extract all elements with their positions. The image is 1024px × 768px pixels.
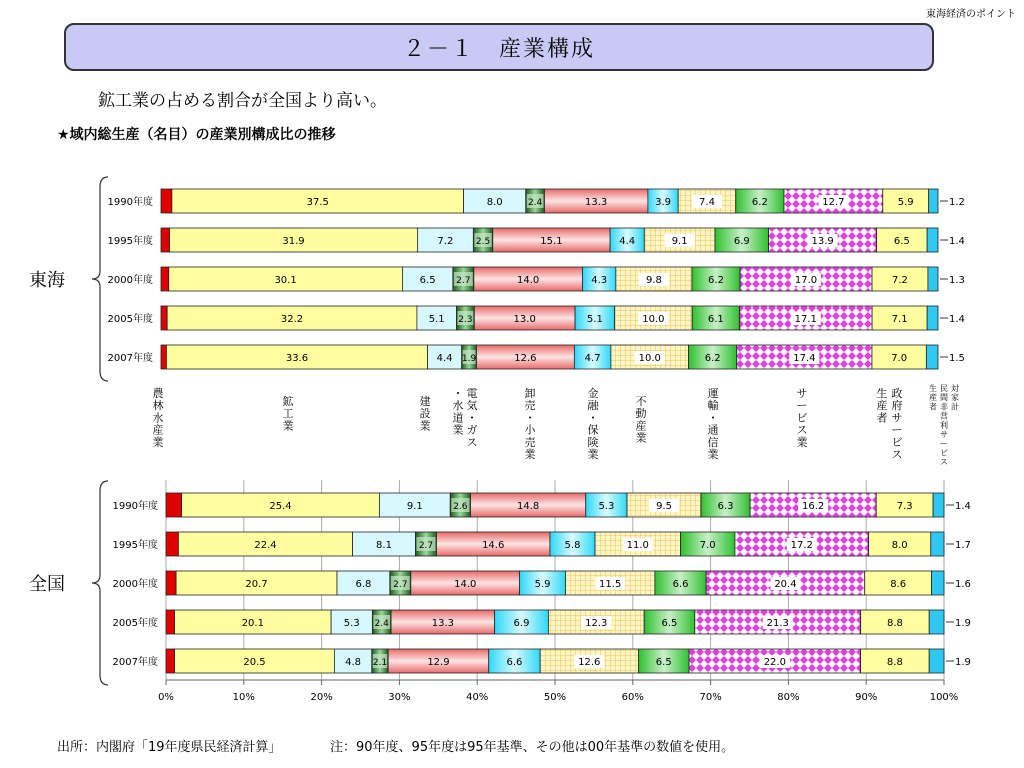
category-label: 2007年度	[107, 353, 153, 364]
data-label: 5.3	[343, 618, 360, 629]
summary-text: 鉱工業の占める割合が全国より高い。	[98, 91, 387, 111]
bar-row	[108, 267, 965, 291]
bar-segment-agri	[161, 228, 170, 252]
category-label: 2005年度	[112, 618, 158, 629]
bar-segment-nonprofit	[933, 493, 944, 517]
data-label: 33.6	[285, 353, 309, 364]
page-title-text: ２－１ 産業構成	[402, 36, 595, 62]
data-label: 7.4	[699, 197, 715, 208]
x-tick-label: 90%	[855, 692, 878, 703]
data-label: 5.1	[428, 314, 445, 325]
data-label: 2.7	[393, 580, 408, 590]
data-label: 11.0	[626, 540, 649, 551]
chart-group-national	[29, 480, 971, 703]
data-label: 6.5	[661, 618, 678, 629]
header-label-realestate: 不動産業	[635, 395, 647, 445]
data-label: 20.1	[241, 618, 264, 629]
data-label: 15.1	[540, 236, 563, 247]
header-label-nonprofit-c: 生産者	[929, 384, 937, 412]
data-label: 2.4	[527, 198, 543, 208]
header-label-government-b: 生産者	[876, 387, 888, 425]
data-label: 25.4	[269, 501, 292, 512]
footnote: 注：90年度、95年度は95年基準、その他は00年基準の数値を使用。	[330, 740, 735, 755]
bar-segment-nonprofit	[929, 189, 938, 213]
data-label: 1.7	[955, 540, 971, 551]
data-label: 4.7	[584, 353, 601, 364]
header-label-services: サービス業	[796, 387, 808, 449]
category-label: 2005年度	[107, 314, 153, 325]
data-label: 2.6	[453, 502, 468, 512]
data-label: 12.6	[514, 353, 537, 364]
data-label: 1.4	[949, 314, 965, 325]
x-tick-label: 80%	[777, 692, 800, 703]
data-label: 31.9	[282, 236, 305, 247]
data-label: 2.5	[475, 237, 491, 247]
data-label: 6.5	[893, 236, 910, 247]
x-tick-label: 100%	[929, 692, 959, 703]
data-label: 11.5	[599, 579, 622, 590]
data-label: 5.9	[534, 579, 551, 590]
data-label: 12.6	[578, 657, 601, 668]
data-label: 17.4	[793, 353, 816, 364]
x-tick-label: 0%	[158, 692, 174, 703]
data-label: 1.5	[949, 353, 965, 364]
data-label: 5.8	[564, 540, 581, 551]
category-label: 2000年度	[112, 579, 158, 590]
data-label: 14.0	[454, 579, 477, 590]
category-label: 2007年度	[112, 657, 158, 668]
bar-segment-agri	[166, 532, 178, 556]
header-label-mining: 鉱工業	[282, 395, 294, 433]
data-label: 13.0	[513, 314, 536, 325]
bar-row	[108, 306, 965, 330]
bar-segment-nonprofit	[927, 306, 938, 330]
data-label: 1.9	[461, 354, 477, 364]
data-label: 5.3	[598, 501, 615, 512]
data-label: 1.4	[949, 236, 965, 247]
chart-section-title: ★域内総生産（名目）の産業別構成比の推移	[57, 127, 336, 143]
x-tick-label: 30%	[388, 692, 411, 703]
bar-segment-agri	[166, 649, 175, 673]
data-label: 12.9	[427, 657, 450, 668]
data-label: 8.8	[886, 618, 903, 629]
data-label: 6.1	[707, 314, 724, 325]
bar-segment-nonprofit	[928, 267, 938, 291]
category-label: 1990年度	[112, 501, 158, 512]
bar-segment-agri	[161, 189, 172, 213]
bar-segment-agri	[166, 493, 182, 517]
data-label: 2.7	[456, 276, 471, 286]
data-label: 9.1	[406, 501, 423, 512]
data-label: 3.9	[655, 197, 672, 208]
data-label: 21.3	[766, 618, 789, 629]
data-label: 2.7	[418, 541, 434, 551]
bar-segment-nonprofit	[926, 345, 938, 369]
category-label: 1995年度	[107, 236, 153, 247]
data-label: 7.2	[437, 236, 454, 247]
data-label: 8.6	[890, 579, 907, 590]
data-label: 6.6	[506, 657, 523, 668]
data-label: 16.2	[802, 501, 825, 512]
data-label: 8.0	[891, 540, 908, 551]
data-label: 20.4	[774, 579, 797, 590]
data-label: 22.4	[254, 540, 277, 551]
bar-segment-nonprofit	[929, 610, 944, 634]
data-label: 1.6	[955, 579, 971, 590]
data-label: 2.1	[372, 658, 388, 668]
bar-segment-nonprofit	[927, 228, 938, 252]
data-label: 5.9	[897, 197, 914, 208]
bar-segment-nonprofit	[929, 649, 944, 673]
data-label: 10.0	[642, 314, 665, 325]
data-label: 17.2	[790, 540, 813, 551]
data-label: 8.0	[486, 197, 503, 208]
data-label: 4.3	[591, 275, 608, 286]
data-label: 7.2	[892, 275, 908, 286]
data-label: 7.0	[891, 353, 908, 364]
data-label: 7.0	[699, 540, 716, 551]
header-label-transport: 運輸・通信業	[707, 387, 719, 461]
data-label: 6.3	[717, 501, 734, 512]
data-label: 13.3	[431, 618, 454, 629]
data-label: 14.8	[516, 501, 540, 512]
data-label: 30.1	[274, 275, 297, 286]
bar-row	[113, 571, 971, 595]
data-label: 1.3	[949, 275, 965, 286]
bar-row	[113, 532, 971, 556]
data-label: 9.8	[645, 275, 662, 286]
group-name: 全国	[29, 574, 65, 595]
data-label: 8.8	[886, 657, 903, 668]
header-label-construction: 建設業	[419, 395, 431, 433]
category-label: 1990年度	[107, 197, 153, 208]
data-label: 12.7	[822, 197, 845, 208]
data-label: 6.6	[672, 579, 689, 590]
data-label: 5.1	[586, 314, 603, 325]
data-label: 20.5	[243, 657, 266, 668]
data-label: 14.0	[517, 275, 540, 286]
data-label: 1.9	[955, 657, 971, 668]
data-label: 6.2	[751, 197, 768, 208]
bar-segment-agri	[161, 306, 167, 330]
bar-row	[108, 189, 965, 213]
data-label: 4.8	[345, 657, 362, 668]
data-label: 17.0	[794, 275, 818, 286]
header-label-finance: 金融・保険業	[587, 387, 599, 461]
data-label: 17.1	[794, 314, 817, 325]
header-label-nonprofit-a: 対家計	[951, 384, 959, 412]
bar-segment-agri	[166, 571, 176, 595]
data-label: 9.5	[656, 501, 672, 512]
bar-row	[108, 345, 965, 369]
x-tick-label: 70%	[699, 692, 722, 703]
category-label: 2000年度	[107, 275, 153, 286]
x-tick-label: 10%	[232, 692, 255, 703]
bar-segment-agri	[161, 345, 166, 369]
data-label: 1.9	[955, 618, 971, 629]
bar-segment-agri	[161, 267, 169, 291]
data-label: 6.8	[355, 579, 372, 590]
header-labels-group	[153, 383, 960, 467]
bar-segment-agri	[166, 610, 175, 634]
data-label: 10.0	[638, 353, 661, 364]
bar-row	[113, 493, 971, 517]
data-label: 37.5	[306, 197, 329, 208]
bar-row	[108, 228, 965, 252]
data-label: 7.3	[896, 501, 913, 512]
data-label: 6.9	[513, 618, 530, 629]
source-note: 出所：内閣府「19年度県民経済計算」	[57, 740, 282, 755]
data-label: 12.3	[585, 618, 608, 629]
bar-row	[113, 649, 971, 673]
data-label: 6.5	[655, 657, 672, 668]
data-label: 2.4	[374, 619, 389, 629]
data-label: 7.1	[891, 314, 908, 325]
group-brace	[92, 177, 108, 381]
data-label: 22.0	[763, 657, 786, 668]
group-brace	[92, 481, 108, 685]
data-label: 8.1	[376, 540, 392, 551]
header-label-nonprofit-b: 民間非営利サービス	[940, 384, 948, 467]
corner-label: 東海経済のポイント	[926, 9, 1016, 20]
data-label: 9.1	[671, 236, 688, 247]
x-tick-label: 50%	[543, 692, 567, 703]
header-label-wholesale: 卸売・小売業	[524, 387, 536, 461]
data-label: 6.5	[419, 275, 436, 286]
bar-segment-nonprofit	[931, 532, 944, 556]
x-tick-label: 40%	[466, 692, 489, 703]
bar-segment-nonprofit	[932, 571, 944, 595]
header-label-agri: 農林水産業	[152, 387, 164, 449]
data-label: 13.9	[811, 236, 834, 247]
data-label: 1.4	[955, 501, 971, 512]
data-label: 32.2	[280, 314, 304, 325]
data-label: 4.4	[619, 236, 636, 247]
header-label-utilities-b: ・水道業	[452, 387, 464, 437]
data-label: 4.4	[436, 353, 453, 364]
x-tick-label: 60%	[621, 692, 644, 703]
data-label: 14.6	[482, 540, 505, 551]
data-label: 13.3	[585, 197, 608, 208]
data-label: 20.7	[245, 579, 268, 590]
x-tick-label: 20%	[310, 692, 333, 703]
group-name: 東海	[29, 270, 65, 291]
bar-row	[113, 610, 971, 634]
data-label: 6.2	[708, 275, 724, 286]
header-label-government-a: 政府サービス	[891, 387, 903, 461]
data-label: 6.9	[733, 236, 750, 247]
chart-group-tokai	[29, 177, 965, 381]
data-label: 1.2	[949, 197, 965, 208]
header-label-utilities-a: 電気・ガス	[466, 387, 478, 449]
data-label: 6.2	[704, 353, 721, 364]
data-label: 2.3	[458, 315, 473, 325]
category-label: 1995年度	[112, 540, 158, 551]
